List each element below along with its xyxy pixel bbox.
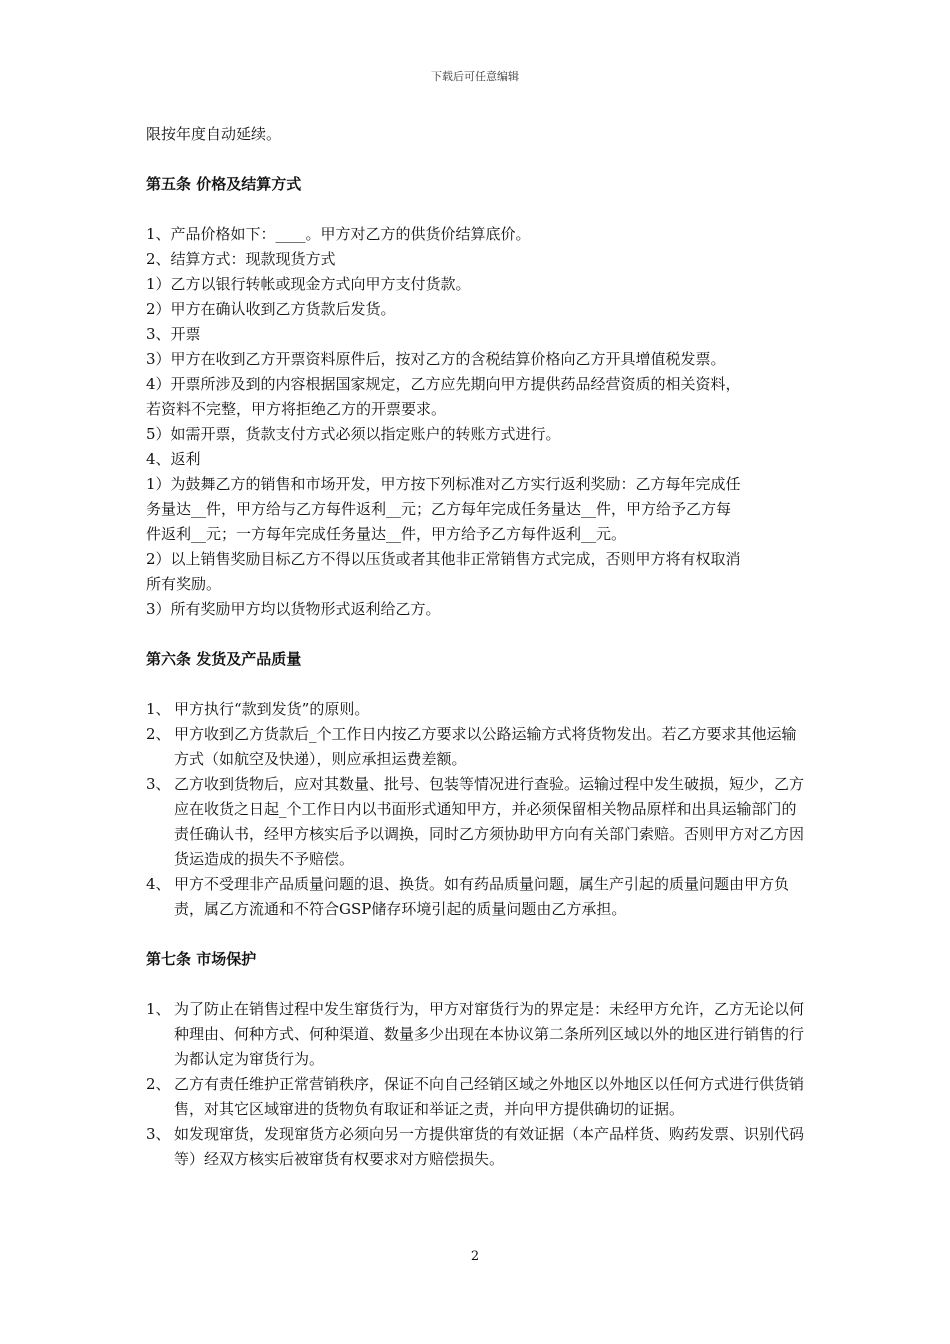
s7-list-item <box>146 1122 810 1172</box>
item-text: 甲方不受理非产品质量问题的退、换货。如有药品质量问题，属生产引起的质量问题由甲方负责，属乙方流通和不符合GSP储存环境引起的质量问题由乙方承担。 <box>174 875 790 918</box>
s5-line: 4、返利 <box>146 450 201 468</box>
s5-line: 1）为鼓舞乙方的销售和市场开发，甲方按下列标准对乙方实行返利奖励：乙方每年完成任 <box>146 475 741 493</box>
item-number: 3、 <box>146 1125 171 1143</box>
item-text: 乙方有责任维护正常营销秩序，保证不向自己经销区域之外地区以外地区以任何方式进行供货销售，对其它区域窜进的货物负有取证和举证之责，并向甲方提供确切的证据。 <box>174 1075 805 1118</box>
s5-line: 2、结算方式：现款现货方式 <box>146 250 336 268</box>
section-6-title: 第六条 发货及产品质量 <box>146 650 302 668</box>
s6-list-item <box>146 722 810 772</box>
item-number: 2、 <box>146 725 171 743</box>
item-number: 1、 <box>146 700 171 718</box>
item-number: 3、 <box>146 775 171 793</box>
s5-line: 4）开票所涉及到的内容根据国家规定，乙方应先期向甲方提供药品经营资质的相关资料， <box>146 375 741 393</box>
item-text: 如发现窜货，发现窜货方必须向另一方提供窜货的有效证据（本产品样货、购药发票、识别代码等）经双方核实后被窜货有权要求对方赔偿损失。 <box>174 1125 805 1168</box>
s7-list-item <box>146 1072 810 1122</box>
document-body <box>146 122 810 1172</box>
s5-line: 2）甲方在确认收到乙方货款后发货。 <box>146 300 396 318</box>
s5-line: 3、开票 <box>146 325 201 343</box>
item-text: 乙方收到货物后，应对其数量、批号、包装等情况进行查验。运输过程中发生破损，短少，乙方应在收货之日起_个工作日内以书面形式通知甲方，并必须保留相关物品原样和出具运输部门的责任确认书，经甲方核实后予以调换，同时乙方须协助甲方向有关部门索赔。否则甲方对乙方因货运造成的损失不予赔偿。 <box>174 775 805 868</box>
item-text: 甲方收到乙方货款后_个工作日内按乙方要求以公路运输方式将货物发出。若乙方要求其他运输方式（如航空及快递），则应承担运费差额。 <box>174 725 797 768</box>
s5-line: 5）如需开票，货款支付方式必须以指定账户的转账方式进行。 <box>146 425 561 443</box>
s5-line: 所有奖励。 <box>146 575 222 593</box>
section-7-title: 第七条 市场保护 <box>146 950 257 968</box>
section-5-title: 第五条 价格及结算方式 <box>146 175 302 193</box>
s5-line: 件返利__元；一方每年完成任务量达__件，甲方给予乙方每件返利__元。 <box>146 525 627 543</box>
s6-list-item <box>146 697 810 722</box>
page-header: 下载后可任意编辑 <box>431 70 519 83</box>
s5-line: 3）所有奖励甲方均以货物形式返利给乙方。 <box>146 600 441 618</box>
item-text: 甲方执行“款到发货”的原则。 <box>174 700 370 718</box>
item-number: 2、 <box>146 1075 171 1093</box>
s5-line: 1）乙方以银行转帐或现金方式向甲方支付货款。 <box>146 275 471 293</box>
intro-line: 限按年度自动延续。 <box>146 125 282 143</box>
page-number: 2 <box>470 1249 480 1264</box>
item-number: 4、 <box>146 875 171 893</box>
s7-list-item <box>146 997 810 1072</box>
s5-line: 3）甲方在收到乙方开票资料原件后，按对乙方的含税结算价格向乙方开具增值税发票。 <box>146 350 726 368</box>
s5-line: 务量达__件，甲方给与乙方每件返利__元；乙方每年完成任务量达__件，甲方给予乙方每 <box>146 500 732 518</box>
s5-line: 1、产品价格如下：____。甲方对乙方的供货价结算底价。 <box>146 225 531 243</box>
item-text: 为了防止在销售过程中发生窜货行为，甲方对窜货行为的界定是：未经甲方允许，乙方无论以何种理由、何种方式、何种渠道、数量多少出现在本协议第二条所列区域以外的地区进行销售的行为都认定为窜货行为。 <box>174 1000 805 1068</box>
item-number: 1、 <box>146 1000 171 1018</box>
s6-list-item <box>146 872 810 922</box>
s5-line: 若资料不完整，甲方将拒绝乙方的开票要求。 <box>146 400 447 418</box>
s6-list-item <box>146 772 810 872</box>
s5-line: 2）以上销售奖励目标乙方不得以压货或者其他非正常销售方式完成，否则甲方将有权取消 <box>146 550 741 568</box>
